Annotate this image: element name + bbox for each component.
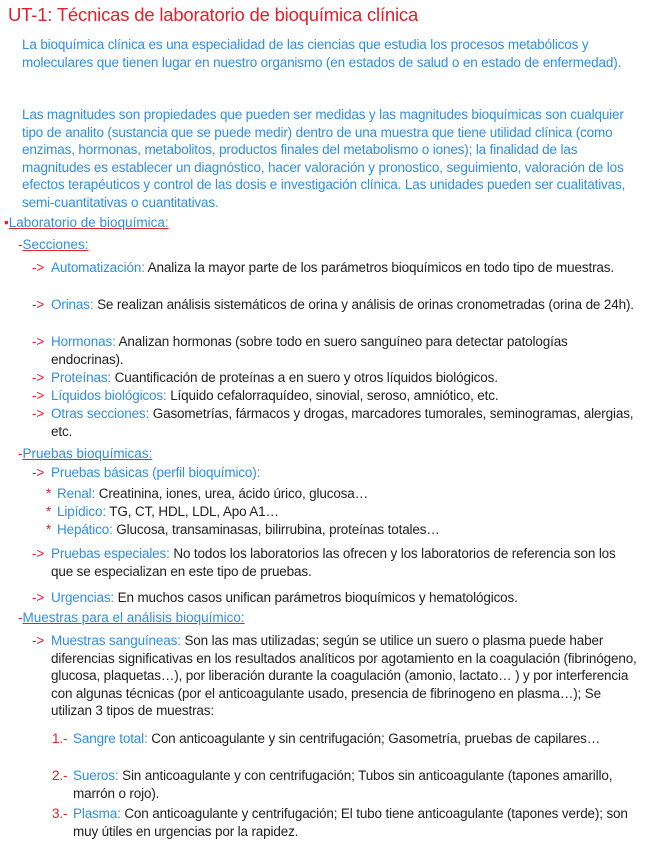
secciones-heading <box>18 237 89 252</box>
intro-paragraph-2: Las magnitudes son propiedades que pueden ser medidas y las magnitudes bioquímicas son cualquier tipo de analito (sustancia que se puede medir) dentro de una muestra que tiene utilidad clínica (como enzimas, hormonas, metabolitos, productos finales del metabolismo o iones); la finalidad de las magnitudes es establecer un diagnóstico, hacer valoración y pronostico, seguimiento, valoración de los efectos terapéuticos y control de las dosis e investigación clínica. Las unidades pueden ser cualitativas, semi-cuantitativas o cuantitativas. <box>22 107 626 210</box>
star-icon: * <box>46 504 52 519</box>
lab-heading-text: Laboratorio de bioquímica: <box>8 215 169 230</box>
list-item <box>32 387 638 405</box>
list-item <box>46 503 638 521</box>
item-label: Lipídico: <box>57 504 106 519</box>
item-text: Líquido cefalorraquídeo, sinovial, seroso, amniótico, etc. <box>170 388 499 403</box>
secciones-heading-text: Secciones: <box>22 237 89 252</box>
list-item <box>32 405 638 440</box>
item-label: Plasma: <box>73 806 121 821</box>
item-text: TG, CT, HDL, LDL, Apo A1… <box>109 504 279 519</box>
item-label: Sangre total: <box>73 731 148 746</box>
especiales-label: Pruebas especiales: <box>51 546 170 561</box>
basicas-label: Pruebas básicas (perfil bioquímico): <box>51 465 261 480</box>
item-label: Proteínas: <box>51 370 112 385</box>
dash-icon: - <box>18 237 23 252</box>
item-label: Orinas: <box>51 297 94 312</box>
list-item <box>32 545 638 580</box>
list-item <box>52 730 638 748</box>
arrow-icon: -> <box>32 465 45 480</box>
item-label: Hormonas: <box>51 334 116 349</box>
list-item <box>32 333 638 368</box>
item-label: Líquidos biológicos: <box>51 388 167 403</box>
sanguineas-text: Son las mas utilizadas; según se utilice un suero o plasma puede haber diferencias significativas en los resultados analíticos por agotamiento en la coagulación (fibrinógeno, glucosa, plaquetas…), por liberación durante la coagulación (amonio, lactato… ) y por interferencia con algunas técnicas (por el anticoagulante usado, presencia de fibrinogeno en plasma…); Se utilizan 3 tipos de muestras: <box>51 633 637 718</box>
arrow-icon: -> <box>32 388 45 403</box>
pruebas-heading <box>18 446 152 461</box>
item-label: Otras secciones: <box>51 406 150 421</box>
urgencias-label: Urgencias: <box>51 590 115 605</box>
item-text: Con anticoagulante y sin centrifugación; Gasometría, pruebas de capilares… <box>151 731 601 746</box>
arrow-icon: -> <box>32 334 45 349</box>
arrow-icon: -> <box>32 370 45 385</box>
muestras-heading <box>18 610 245 625</box>
item-text: Cuantificación de proteínas a en suero y otros líquidos biológicos. <box>114 370 498 385</box>
arrow-icon: -> <box>32 546 45 561</box>
dash-icon: - <box>18 610 23 625</box>
list-item <box>46 521 638 539</box>
item-label: Renal: <box>57 486 96 501</box>
dash-icon: - <box>18 446 23 461</box>
item-text: Sin anticoagulante y con centrifugación; Tubos sin anticoagulante (tapones amarillo, marrón o rojo). <box>73 768 613 801</box>
intro-paragraph-1: La bioquímica clínica es una especialidad de las ciencias que estudia los procesos metabólicos y moleculares que tienen lugar en nuestro organismo (en estados de salud o en estado de enfermedad). <box>22 37 622 70</box>
arrow-icon: -> <box>32 260 45 275</box>
item-text: Gasometrías, fármacos y drogas, marcadores tumorales, seminogramas, alergias, etc. <box>51 406 634 439</box>
item-text: Glucosa, transaminasas, bilirrubina, proteínas totales… <box>116 522 440 537</box>
page-title: UT-1: Técnicas de laboratorio de bioquímica clínica <box>8 4 419 25</box>
star-icon: * <box>46 486 52 501</box>
list-item <box>46 485 638 503</box>
item-text: Se realizan análisis sistemáticos de orina y análisis de orinas cronometradas (orina de 24h). <box>97 297 634 312</box>
arrow-icon: -> <box>32 590 45 605</box>
item-number: 2.- <box>52 768 68 783</box>
list-item <box>52 767 638 802</box>
item-number: 1.- <box>52 731 68 746</box>
arrow-icon: -> <box>32 633 45 648</box>
pruebas-heading-text: Pruebas bioquímicas: <box>22 446 153 461</box>
item-label: Automatización: <box>51 260 145 275</box>
list-item <box>32 369 638 387</box>
muestras-heading-text: Muestras para el análisis bioquímico: <box>22 610 245 625</box>
list-item <box>32 464 638 482</box>
list-item <box>32 589 638 607</box>
list-item <box>32 259 638 277</box>
item-label: Hepático: <box>57 522 113 537</box>
item-label: Sueros: <box>73 768 119 783</box>
item-text: Creatinina, iones, urea, ácido úrico, glucosa… <box>98 486 368 501</box>
arrow-icon: -> <box>32 406 45 421</box>
bullet-icon: • <box>4 215 9 230</box>
list-item <box>52 805 638 840</box>
list-item <box>32 632 638 720</box>
item-text: Analiza la mayor parte de los parámetros bioquímicos en todo tipo de muestras. <box>147 260 614 275</box>
urgencias-text: En muchos casos unifican parámetros bioquímicos y hematológicos. <box>117 590 518 605</box>
list-item <box>32 296 638 314</box>
arrow-icon: -> <box>32 297 45 312</box>
item-text: Analizan hormonas (sobre todo en suero sanguíneo para detectar patologías endocrinas). <box>51 334 568 367</box>
especiales-text: No todos los laboratorios las ofrecen y los laboratorios de referencia son los que se especializan en este tipo de pruebas. <box>51 546 616 579</box>
item-text: Con anticoagulante y centrifugación; El tubo tiene anticoagulante (tapones verde); son muy útiles en urgencias por la rapidez. <box>73 806 628 839</box>
item-number: 3.- <box>52 806 68 821</box>
sanguineas-label: Muestras sanguíneas: <box>51 633 181 648</box>
lab-heading <box>4 215 169 230</box>
star-icon: * <box>46 522 52 537</box>
